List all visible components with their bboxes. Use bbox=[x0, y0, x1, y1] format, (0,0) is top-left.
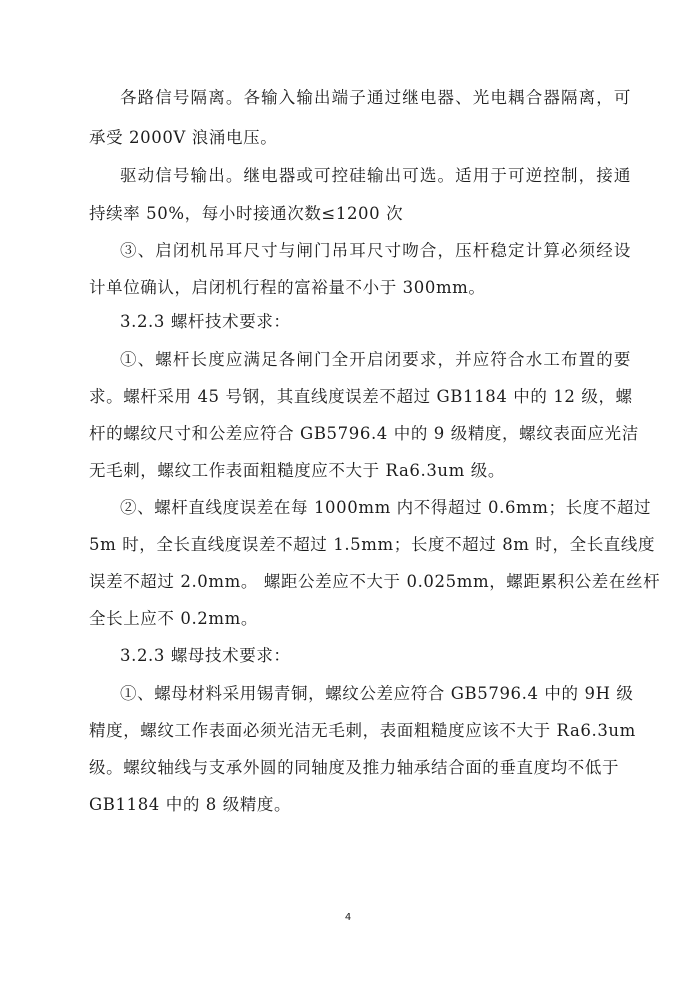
section-heading-nut: 3.2.3 螺母技术要求： bbox=[120, 646, 291, 665]
paragraph-2-line-1: 驱动信号输出。继电器或可控硅输出可选。适用于可逆控制，接通 bbox=[120, 166, 631, 185]
paragraph-5-line-1: ①、螺杆长度应满足各闸门全开启闭要求，并应符合水工布置的要 bbox=[120, 350, 631, 369]
paragraph-8-line-4: GB1184 中的 8 级精度。 bbox=[89, 795, 292, 814]
paragraph-6-line-4: 全长上应不 0.2mm。 bbox=[89, 609, 258, 628]
paragraph-8-line-1: ①、螺母材料采用锡青铜，螺纹公差应符合 GB5796.4 中的 9H 级 bbox=[120, 684, 634, 703]
paragraph-6-line-2: 5m 时，全长直线度误差不超过 1.5mm；长度不超过 8m 时，全长直线度 bbox=[89, 535, 656, 554]
paragraph-3-line-1: ③、启闭机吊耳尺寸与闸门吊耳尺寸吻合，压杆稳定计算必须经设 bbox=[120, 241, 631, 260]
paragraph-2-line-2: 持续率 50%，每小时接通次数≤1200 次 bbox=[89, 204, 404, 223]
paragraph-5-line-3: 杆的螺纹尺寸和公差应符合 GB5796.4 中的 9 级精度，螺纹表面应光洁 bbox=[89, 424, 639, 443]
paragraph-6-line-3: 误差不超过 2.0mm。 螺距公差应不大于 0.025mm，螺距累积公差在丝杆 bbox=[89, 572, 661, 591]
section-heading-screw: 3.2.3 螺杆技术要求： bbox=[120, 312, 291, 331]
paragraph-3-line-2: 计单位确认，启闭机行程的富裕量不小于 300mm。 bbox=[89, 278, 486, 297]
paragraph-5-line-2: 求。螺杆采用 45 号钢，其直线度误差不超过 GB1184 中的 12 级，螺 bbox=[89, 387, 633, 406]
paragraph-8-line-2: 精度，螺纹工作表面必须光洁无毛刺，表面粗糙度应该不大于 Ra6.3um bbox=[89, 721, 636, 740]
paragraph-5-line-4: 无毛刺，螺纹工作表面粗糙度应不大于 Ra6.3um 级。 bbox=[89, 461, 505, 480]
paragraph-8-line-3: 级。螺纹轴线与支承外圆的同轴度及推力轴承结合面的垂直度均不低于 bbox=[89, 758, 620, 777]
paragraph-1-line-1: 各路信号隔离。各输入输出端子通过继电器、光电耦合器隔离，可 bbox=[120, 88, 631, 107]
paragraph-1-line-2: 承受 2000V 浪涌电压。 bbox=[89, 128, 278, 147]
page-number: 4 bbox=[344, 912, 352, 923]
paragraph-6-line-1: ②、螺杆直线度误差在每 1000mm 内不得超过 0.6mm；长度不超过 bbox=[120, 498, 652, 517]
